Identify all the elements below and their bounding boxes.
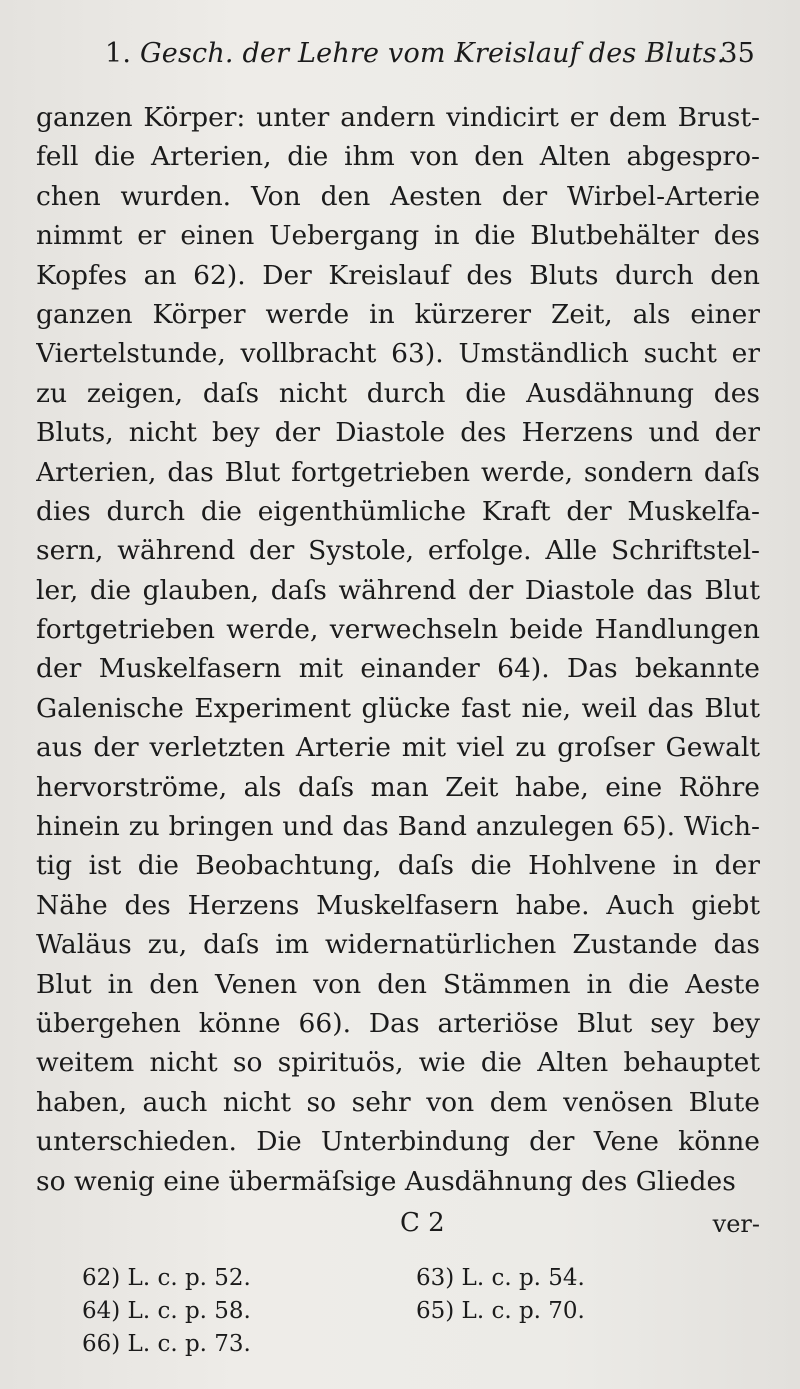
footnote: 65) L. c. p. 70. xyxy=(416,1298,585,1324)
footnotes xyxy=(82,1262,642,1361)
running-title: Gesch. der Lehre vom Kreislauf des Bluts. xyxy=(140,38,726,69)
body-text xyxy=(36,98,760,1201)
text-line: haben, auch nicht so sehr von dem venösen Blute xyxy=(36,1086,760,1118)
text-line: Blut in den Venen von den Stämmen in die Aeste xyxy=(36,968,760,1000)
footnote: 64) L. c. p. 58. xyxy=(82,1298,251,1324)
text-line: Viertelstunde, vollbracht 63). Umständlich sucht er xyxy=(36,338,760,370)
text-line: so wenig eine übermäſsige Ausdähnung des Gliedes xyxy=(36,1165,736,1197)
text-line: ganzen Körper werde in kürzerer Zeit, als einer xyxy=(36,298,760,330)
text-line: hervorströme, als daſs man Zeit habe, eine Röhre xyxy=(36,771,760,803)
text-line: Kopfes an 62). Der Kreislauf des Bluts durch den xyxy=(36,259,760,291)
text-line: Bluts, nicht bey der Diastole des Herzens und der xyxy=(36,417,760,449)
text-line: Nähe des Herzens Muskelfasern habe. Auch giebt xyxy=(36,889,760,921)
text-line: zu zeigen, daſs nicht durch die Ausdähnung des xyxy=(36,377,760,409)
text-line: fortgetrieben werde, verwechseln beide Handlungen xyxy=(36,614,760,646)
text-line: ganzen Körper: unter andern vindicirt er dem Brust- xyxy=(36,102,760,133)
footnote-row xyxy=(82,1295,642,1328)
text-line: dies durch die eigenthümliche Kraft der Muskelfa- xyxy=(36,495,760,527)
text-line: der Muskelfasern mit einander 64). Das bekannte xyxy=(36,653,760,685)
running-header xyxy=(105,38,755,78)
text-line: Galenische Experiment glücke fast nie, weil das Blut xyxy=(36,692,760,724)
text-line: chen wurden. Von den Aesten der Wirbel-Arterie xyxy=(36,180,760,212)
text-line: tig ist die Beobachtung, daſs die Hohlvene in der xyxy=(36,850,760,882)
text-line: fell die Arterien, die ihm von den Alten abgespro- xyxy=(36,141,760,173)
text-line: hinein zu bringen und das Band anzulegen 65). Wich- xyxy=(36,811,760,843)
text-line: übergehen könne 66). Das arteriöse Blut sey bey xyxy=(36,1007,760,1039)
text-line: nimmt er einen Uebergang in die Blutbehälter des xyxy=(36,220,760,252)
text-line: sern, während der Systole, erfolge. Alle Schriftstel- xyxy=(36,535,760,567)
text-line: ler, die glauben, daſs während der Diastole das Blut xyxy=(36,574,760,606)
footnote: 66) L. c. p. 73. xyxy=(82,1331,251,1357)
footnote: 63) L. c. p. 54. xyxy=(416,1265,585,1291)
chapter-number: 1. xyxy=(105,38,132,69)
text-line: unterschieden. Die Unterbindung der Vene könne xyxy=(36,1126,760,1158)
text-line: aus der verletzten Arterie mit viel zu groſser Gewalt xyxy=(36,732,760,764)
footnote-row xyxy=(82,1328,642,1361)
footnote: 62) L. c. p. 52. xyxy=(82,1265,251,1291)
signature-mark: C 2 xyxy=(400,1208,445,1238)
footnote-row xyxy=(82,1262,642,1295)
text-line: Waläus zu, daſs im widernatürlichen Zustande das xyxy=(36,929,760,961)
catchword: ver- xyxy=(712,1210,760,1238)
page-number: 35 xyxy=(720,38,755,69)
text-line: Arterien, das Blut fortgetrieben werde, sondern daſs xyxy=(36,456,760,488)
text-line: weitem nicht so spirituös, wie die Alten behauptet xyxy=(36,1047,760,1079)
